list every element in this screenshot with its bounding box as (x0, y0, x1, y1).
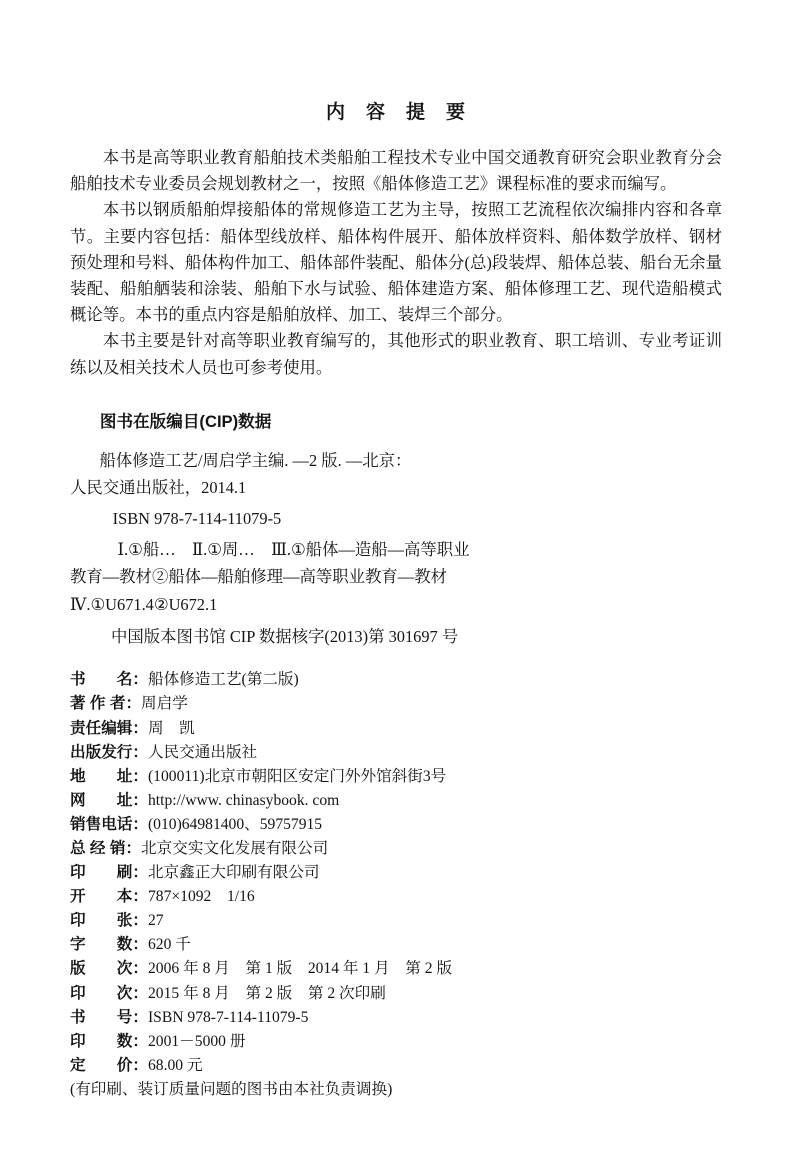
cip-heading: 图书在版编目(CIP)数据 (99, 411, 272, 431)
cip-classification-line: Ⅰ.①船… Ⅱ.①周… Ⅲ.①船体—造船—高等职业 (117, 539, 470, 559)
colophon-row-print-run (70, 1030, 722, 1054)
colophon-row-publisher (70, 741, 722, 765)
colophon-row-sheets (70, 909, 722, 933)
colophon-row-printer (70, 861, 722, 885)
colophon-row-edition (70, 957, 722, 981)
colophon-value: (100011)北京市朝阳区安定门外外馆斜街3号 (147, 767, 447, 785)
colophon-label: 版 次： (70, 960, 148, 978)
colophon-value: 68.00 元 (147, 1056, 203, 1074)
colophon-value: 船体修造工艺(第二版) (147, 671, 299, 689)
colophon-value: 620 千 (147, 936, 191, 954)
colophon-row-format (70, 885, 722, 909)
colophon-label: 印 数： (70, 1032, 148, 1050)
colophon-value: 2006 年 8 月 第 1 版 2014 年 1 月 第 2 版 (147, 960, 453, 978)
colophon-label: 网 址： (70, 791, 148, 809)
colophon-row-author (70, 692, 722, 716)
cip-source (70, 447, 722, 501)
colophon-value: 周启学 (141, 695, 188, 713)
colophon-label: 著 作 者： (70, 695, 142, 713)
summary-paragraph: 本书以钢质船舶焊接船体的常规修造工艺为主导，按照工艺流程依次编排内容和各章节。主要内容包括：船体型线放样、船体构件展开、船体放样资料、船体数学放样、钢材预处理和号料、船体构件加工、船体部件装配、船体分(总)段装焊、船体总装、船台无余量装配、船舶舾装和涂装、船舶下水与试验、船体建造方案、船体修理工艺、现代造船模式概论等。本书的重点内容是船舶放样、加工、装焊三个部分。 (70, 200, 722, 325)
colophon-row-book-title (70, 668, 722, 692)
colophon-label: 地 址： (70, 767, 148, 785)
page-title: 内 容 提 要 (325, 102, 466, 123)
colophon-value: (010)64981400、59757915 (147, 815, 323, 833)
colophon-label: 销售电话： (70, 815, 148, 833)
colophon-value: 787×1092 1/16 (147, 888, 255, 906)
colophon-value: 周 凯 (147, 719, 195, 737)
colophon-row-sales-phone (70, 813, 722, 837)
colophon-label: 印 刷： (70, 864, 148, 882)
cip-classification (70, 536, 722, 619)
cip-classification-line: Ⅳ.①U671.4②U672.1 (70, 594, 218, 614)
colophon-value: http://www. chinasybook. com (147, 791, 340, 809)
colophon-row-address (70, 765, 722, 789)
cip-source-line: 人民交通出版社，2014.1 (70, 477, 247, 497)
colophon-label: 书 号： (70, 1008, 148, 1026)
colophon-row-distributor (70, 837, 722, 861)
colophon-label: 印 次： (70, 984, 148, 1002)
colophon-row-word-count (70, 933, 722, 957)
colophon-value: 人民交通出版社 (147, 743, 258, 761)
cip-section (70, 408, 722, 648)
colophon-value: 27 (147, 912, 164, 930)
colophon-value: ISBN 978-7-114-11079-5 (147, 1008, 309, 1026)
colophon-row-price (70, 1054, 722, 1078)
colophon-value: 北京交实文化发展有限公司 (141, 839, 329, 857)
colophon-row-website (70, 789, 722, 813)
colophon-value: 2015 年 8 月 第 2 版 第 2 次印刷 (147, 984, 386, 1002)
colophon-label: 责任编辑： (70, 719, 148, 737)
cip-record-number: 中国版本图书馆 CIP 数据核字(2013)第 301697 号 (111, 627, 459, 647)
colophon-row-printing (70, 982, 722, 1006)
summary-paragraph: 本书是高等职业教育船舶技术类船舶工程技术专业中国交通教育研究会职业教育分会船舶技术专业委员会规划教材之一，按照《船体修造工艺》课程标准的要求而编写。 (70, 148, 722, 194)
quality-exchange-note: (有印刷、装订质量问题的图书由本社负责调换) (70, 1080, 393, 1098)
colophon-row-editor (70, 717, 722, 741)
colophon-label: 开 本： (70, 888, 148, 906)
colophon-label: 出版发行： (70, 743, 148, 761)
colophon-value: 北京鑫正大印刷有限公司 (147, 864, 320, 882)
summary-paragraph: 本书主要是针对高等职业教育编写的，其他形式的职业教育、职工培训、专业考证训练以及相关技术人员也可参考使用。 (70, 331, 722, 377)
cip-classification-line: 教育—教材②船体—船舶修理—高等职业教育—教材 (70, 567, 447, 587)
colophon-label: 总 经 销： (70, 839, 142, 857)
colophon-label: 字 数： (70, 936, 148, 954)
colophon-row-isbn (70, 1006, 722, 1030)
cip-source-line: 船体修造工艺/周启学主编. —2 版. —北京： (99, 450, 412, 470)
colophon-value: 2001－5000 册 (147, 1032, 246, 1050)
colophon-label: 书 名： (70, 671, 148, 689)
summary-section (70, 145, 722, 381)
colophon-section (70, 668, 722, 1102)
cip-isbn: ISBN 978-7-114-11079-5 (112, 508, 282, 528)
colophon-label: 印 张： (70, 912, 148, 930)
colophon-label: 定 价： (70, 1056, 148, 1074)
